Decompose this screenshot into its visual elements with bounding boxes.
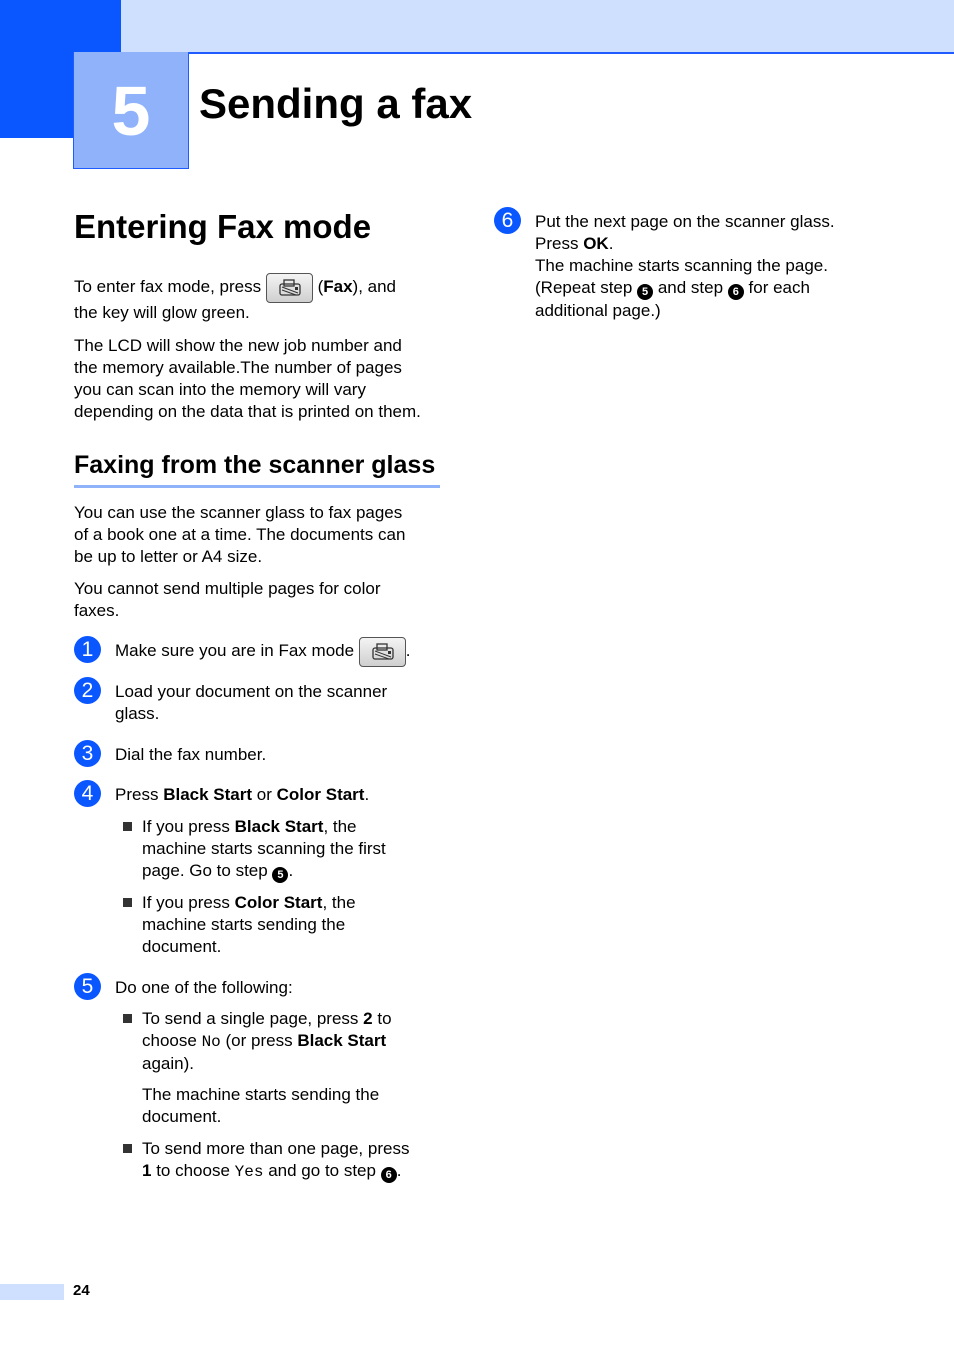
bullet-text: If you press — [142, 817, 230, 836]
chapter-number: 5 — [111, 72, 151, 150]
section-heading-scanner-glass: Faxing from the scanner glass — [74, 451, 436, 479]
bullet-marker — [123, 898, 132, 907]
step-text: (Repeat step — [535, 278, 633, 297]
step-ref-6: 6 — [381, 1167, 397, 1183]
step-badge-4: 4 — [74, 780, 101, 807]
step-badge-1: 1 — [74, 636, 101, 663]
step-5-note — [142, 1084, 379, 1128]
color-start-label: Color Start — [234, 893, 323, 912]
lcd-line: depending on the data that is printed on them. — [74, 402, 421, 421]
bullet-text: page. Go to step — [142, 861, 268, 880]
bullet-text: (or press — [225, 1031, 293, 1050]
step-4-text: Press Black Start or Color Start. — [115, 785, 370, 804]
step-line: Load your document on the scanner — [115, 682, 388, 701]
step-4-or: or — [256, 785, 272, 804]
intro-paragraph: To enter fax mode, press (Fax), and the key will glow green. — [74, 272, 454, 324]
step-2-text — [115, 681, 387, 725]
step-ref-5: 5 — [637, 284, 653, 300]
intro-text-c: the key will glow green. — [74, 303, 250, 322]
step-4-bullet-1: If you press Black Start, the machine starts scanning the first page. Go to step 5 . — [142, 817, 386, 881]
heading-underline — [74, 485, 440, 488]
step-4-press: Press — [115, 785, 159, 804]
bullet-text: To send a single page, press — [142, 1009, 359, 1028]
black-start-label: Black Start — [163, 785, 253, 804]
section-heading-entering-fax-mode: Entering Fax mode — [74, 208, 372, 245]
lcd-line: The LCD will show the new job number and — [74, 336, 402, 355]
step-1-text: Make sure you are in Fax mode . — [115, 636, 411, 667]
note-line: document. — [142, 1107, 222, 1126]
step-6-text: Put the next page on the scanner glass. Press OK. The machine starts scanning the page. (Repeat step 5 and step 6 for each additional page.) — [535, 212, 835, 320]
intro-text-b: ), and — [352, 277, 397, 296]
black-start-label: Black Start — [297, 1031, 387, 1050]
bullet-text: to choose — [156, 1161, 230, 1180]
step-ref-6: 6 — [728, 284, 744, 300]
color-start-label: Color Start — [276, 785, 365, 804]
step-badge-6: 6 — [494, 207, 521, 234]
bullet-line: again). — [142, 1054, 194, 1073]
step-line: The machine starts scanning the page. — [535, 256, 828, 275]
intro-text-a: To enter fax mode, press — [74, 277, 262, 296]
lcd-paragraph — [74, 335, 421, 423]
lcd-option-yes: Yes — [234, 1163, 264, 1181]
step-5-bullet-1 — [142, 1008, 392, 1075]
lcd-option-no: No — [201, 1033, 221, 1051]
bullet-text: and go to step — [268, 1161, 376, 1180]
bullet-text: to — [377, 1009, 392, 1028]
bullet-line: To send more than one page, press — [142, 1139, 410, 1158]
paragraph-line: faxes. — [74, 601, 120, 620]
bullet-marker — [123, 822, 132, 831]
paragraph-line: You can use the scanner glass to fax pages — [74, 503, 403, 522]
fax-key-icon — [266, 273, 313, 303]
bullet-marker — [123, 1144, 132, 1153]
scanner-paragraph-2 — [74, 578, 381, 622]
bullet-text: choose — [142, 1031, 197, 1050]
bullet-text: , the — [322, 893, 356, 912]
step-badge-2: 2 — [74, 677, 101, 704]
step-badge-3: 3 — [74, 740, 101, 767]
paragraph-line: be up to letter or A4 size. — [74, 547, 263, 566]
step-4-bullet-2 — [142, 892, 356, 958]
bullet-line: document. — [142, 937, 222, 956]
black-start-label: Black Start — [234, 817, 324, 836]
step-line: Put the next page on the scanner glass. — [535, 212, 835, 231]
step-5-text: Do one of the following: — [115, 978, 293, 997]
fax-key-icon — [359, 637, 406, 667]
step-text: Press — [535, 234, 579, 253]
bullet-line: machine starts scanning the first — [142, 839, 386, 858]
page-number: 24 — [73, 1282, 90, 1299]
step-ref-5: 5 — [272, 867, 288, 883]
key-1-label: 1 — [142, 1161, 152, 1180]
step-badge-5: 5 — [74, 973, 101, 1000]
ok-key-label: OK — [583, 234, 609, 253]
bullet-line: machine starts sending the — [142, 915, 346, 934]
paragraph-line: of a book one at a time. The documents can — [74, 525, 406, 544]
bullet-marker — [123, 1014, 132, 1023]
fax-key-label: Fax — [323, 277, 353, 296]
bullet-text: If you press — [142, 893, 230, 912]
step-line: glass. — [115, 704, 160, 723]
step-5-bullet-2: To send more than one page, press 1 to choose Yes and go to step 6 . — [142, 1139, 410, 1181]
step-line: additional page.) — [535, 301, 661, 320]
footer-band — [0, 1284, 64, 1300]
lcd-line: you can scan into the memory will vary — [74, 380, 366, 399]
key-2-label: 2 — [363, 1009, 373, 1028]
step-1-label: Make sure you are in Fax mode — [115, 641, 355, 660]
lcd-line: the memory available.The number of pages — [74, 358, 402, 377]
step-3-text: Dial the fax number. — [115, 745, 267, 764]
chapter-title: Sending a fax — [199, 80, 473, 127]
step-text: and step — [657, 278, 724, 297]
paragraph-line: You cannot send multiple pages for color — [74, 579, 381, 598]
header-band — [0, 0, 954, 54]
scanner-paragraph-1 — [74, 502, 405, 568]
note-line: The machine starts sending the — [142, 1085, 380, 1104]
step-text: for each — [748, 278, 810, 297]
bullet-text: , the — [323, 817, 357, 836]
